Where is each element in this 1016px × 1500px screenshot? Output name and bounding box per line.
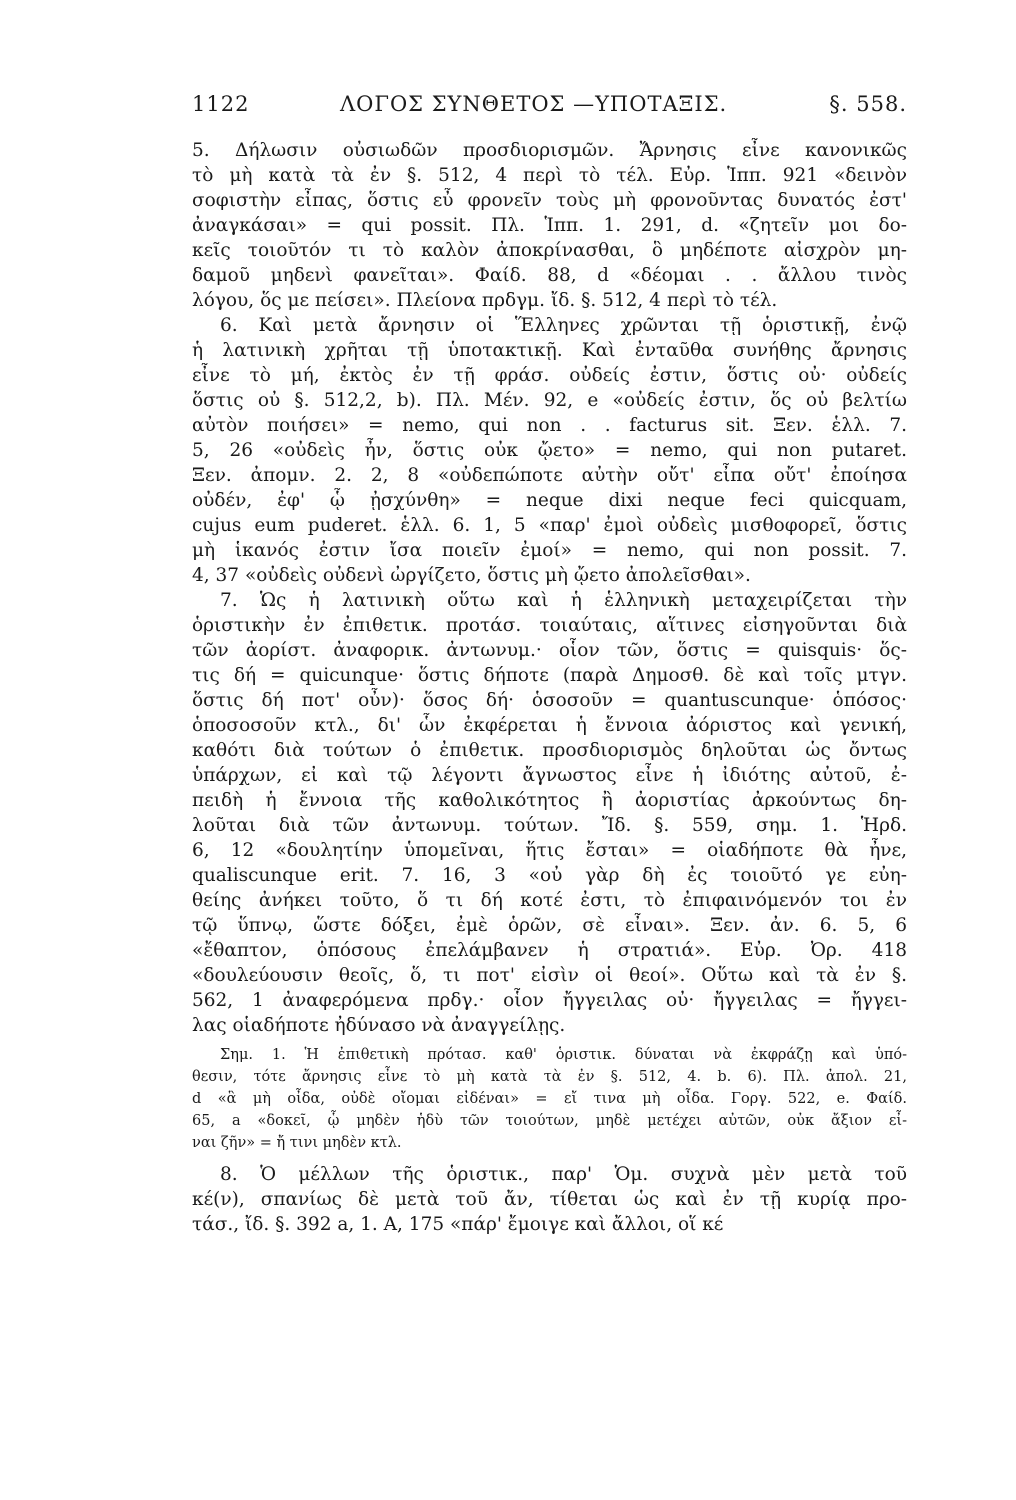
text-line: τὸ μὴ κατὰ τὰ ἐν §. 512, 4 περὶ τὸ τέλ. Εὐρ. Ἱππ. 921 «δεινὸν [192, 165, 907, 186]
text-line: 562, 1 ἀναφερόμενα πρδγ.· οἷον ἤγγειλας οὐ· ἤγγειλας = ἤγγει- [192, 990, 907, 1011]
text-line: Σημ. 1. Ἡ ἐπιθετικὴ πρότασ. καθ' ὁριστικ. δύναται νὰ ἐκφράζῃ καὶ ὑπό- [220, 1047, 907, 1063]
text-line: εἶνε τὸ μή, ἐκτὸς ἐν τῇ φράσ. οὐδείς ἐστιν, ὅστις οὐ· οὐδείς [192, 365, 907, 386]
text-line: ὑπάρχων, εἰ καὶ τῷ λέγοντι ἄγνωστος εἶνε ἡ ἰδιότης αὐτοῦ, ἐ- [192, 765, 907, 786]
text-line: οὐδέν, ἐφ' ᾧ ᾐσχύνθη» = neque dixi neque feci quicquam, [192, 490, 907, 511]
text-line: 65, a «δοκεῖ, ᾧ μηδὲν ἡδὺ τῶν τοιούτων, μηδὲ μετέχει αὐτῶν, οὐκ ἄξιον εἶ- [192, 1113, 907, 1129]
paragraph-8 [192, 1162, 907, 1237]
text-line: θείης ἀνήκει τοῦτο, ὅ τι δή κοτέ ἐστι, τὸ ἐπιφαινόμενόν τοι ἐν [192, 890, 907, 911]
text-line: λόγου, ὅς με πείσει». Πλείονα πρδγμ. ἴδ. §. 512, 4 περὶ τὸ τέλ. [192, 290, 778, 311]
text-line: ἡ λατινικὴ χρῆται τῇ ὑποτακτικῇ. Καὶ ἐνταῦθα συνήθης ἄρνησις [192, 340, 907, 361]
text-line: δαμοῦ μηδενὶ φανεῖται». Φαίδ. 88, d «δέομαι . . ἄλλου τινὸς [192, 265, 907, 286]
text-line: 7. Ὡς ἡ λατινικὴ οὕτω καὶ ἡ ἑλληνικὴ μεταχειρίζεται τὴν [220, 590, 907, 611]
text-line: κέ(ν), σπανίως δὲ μετὰ τοῦ ἄν, τίθεται ὡς καὶ ἐν τῇ κυρίᾳ προ- [192, 1189, 907, 1210]
text-line: ναι ζῆν» = ἤ τινι μηδὲν κτλ. [192, 1135, 402, 1151]
text-line: ὅστις οὐ §. 512,2, b). Πλ. Μέν. 92, e «οὐδείς ἐστιν, ὅς οὐ βελτίω [192, 390, 907, 411]
text-line: τάσ., ἴδ. §. 392 a, 1. A, 175 «πάρ' ἔμοιγε καὶ ἄλλοι, οἵ κέ [192, 1214, 724, 1235]
text-line: θεσιν, τότε ἄρνησις εἶνε τὸ μὴ κατὰ τὰ ἐν §. 512, 4. b. 6). Πλ. ἀπολ. 21, [192, 1069, 907, 1085]
text-line: 4, 37 «οὐδεὶς οὐδενὶ ὠργίζετο, ὅστις μὴ ᾤετο ἀπολεῖσθαι». [192, 565, 751, 586]
text-line: cujus eum puderet. ἑλλ. 6. 1, 5 «παρ' ἐμοὶ οὐδεὶς μισθοφορεῖ, ὅστις [192, 515, 907, 536]
running-header [192, 92, 907, 122]
running-title: ΛΟΓΟΣ ΣΥΝΘΕΤΟΣ —ΥΠΟΤΑΞΙΣ. [340, 92, 728, 116]
text-line: λοῦται διὰ τῶν ἀντωνυμ. τούτων. Ἴδ. §. 559, σημ. 1. Ἡρδ. [192, 815, 907, 836]
text-line: ὁριστικὴν ἐν ἐπιθετικ. προτάσ. τοιαύταις, αἵτινες εἰσηγοῦνται διὰ [192, 615, 907, 636]
text-line: «δουλεύουσιν θεοῖς, ὅ, τι ποτ' εἰσὶν οἱ θεοί». Οὕτω καὶ τὰ ἐν §. [192, 965, 907, 986]
section-number: §. 558. [829, 92, 907, 116]
text-line: Ξεν. ἀπομν. 2. 2, 8 «οὐδεπώποτε αὐτὴν οὔτ' εἶπα οὔτ' ἐποίησα [192, 465, 907, 486]
page-body [192, 138, 907, 1237]
page-number: 1122 [192, 92, 250, 116]
text-line: τῶν ἀορίστ. ἀναφορικ. ἀντωνυμ.· οἷον τῶν, ὅστις = quisquis· ὅς- [192, 640, 907, 661]
paragraph-7 [192, 588, 907, 1038]
text-line: 6. Καὶ μετὰ ἄρνησιν οἱ Ἕλληνες χρῶνται τῇ ὁριστικῇ, ἐνῷ [220, 315, 907, 336]
text-line: λας οἱαδήποτε ἠδύνασο νὰ ἀναγγείλῃς. [192, 1015, 566, 1036]
text-line: σοφιστὴν εἶπας, ὅστις εὖ φρονεῖν τοὺς μὴ φρονοῦντας δυνατός ἐστ' [192, 190, 907, 211]
text-line: τῷ ὕπνῳ, ὥστε δόξει, ἐμὲ ὁρῶν, σὲ εἶναι». Ξεν. ἀν. 6. 5, 6 [192, 915, 907, 936]
paragraph-5 [192, 138, 907, 313]
text-line: κεῖς τοιοῦτόν τι τὸ καλὸν ἀποκρίνασθαι, ὃ μηδέποτε αἰσχρὸν μη- [192, 240, 907, 261]
text-line: ὁποσοσοῦν κτλ., δι' ὧν ἐκφέρεται ἡ ἔννοια ἀόριστος καὶ γενική, [192, 715, 907, 736]
text-line: 5. Δήλωσιν οὐσιωδῶν προσδιορισμῶν. Ἄρνησις εἶνε κανονικῶς [192, 140, 907, 161]
text-line: 5, 26 «οὐδεὶς ἦν, ὅστις οὐκ ᾤετο» = nemo, qui non putaret. [192, 440, 907, 461]
text-line: «ἔθαπτον, ὁπόσους ἐπελάμβανεν ἡ στρατιά». Εὐρ. Ὀρ. 418 [192, 940, 907, 961]
text-line: ἀναγκάσαι» = qui possit. Πλ. Ἱππ. 1. 291, d. «ζητεῖν μοι δο- [192, 215, 907, 236]
text-line: αὐτὸν ποιήσει» = nemo, qui non . . facturus sit. Ξεν. ἑλλ. 7. [192, 415, 907, 436]
footnote-1 [192, 1044, 907, 1154]
text-line: qualiscunque erit. 7. 16, 3 «οὐ γὰρ δὴ ἐς τοιοῦτό γε εὐη- [192, 865, 907, 886]
text-line: 8. Ὁ μέλλων τῆς ὁριστικ., παρ' Ὁμ. συχνὰ μὲν μετὰ τοῦ [220, 1164, 907, 1185]
text-line: τις δή = quicunque· ὅστις δήποτε (παρὰ Δημοσθ. δὲ καὶ τοῖς μτγν. [192, 665, 907, 686]
text-line: μὴ ἱκανός ἐστιν ἴσα ποιεῖν ἐμοί» = nemo, qui non possit. 7. [192, 540, 907, 561]
text-line: d «ἃ μὴ οἶδα, οὐδὲ οἴομαι εἰδέναι» = εἴ τινα μὴ οἶδα. Γοργ. 522, e. Φαίδ. [192, 1091, 907, 1107]
text-line: πειδὴ ἡ ἔννοια τῆς καθολικότητος ἢ ἀοριστίας ἀρκούντως δη- [192, 790, 907, 811]
text-line: 6, 12 «δουλητίην ὑπομεῖναι, ἥτις ἔσται» = οἱαδήποτε θὰ ἦνε, [192, 840, 907, 861]
paragraph-6 [192, 313, 907, 588]
text-line: ὅστις δή ποτ' οὖν)· ὅσος δή· ὁσοσοῦν = quantuscunque· ὁπόσος· [192, 690, 907, 711]
text-line: καθότι διὰ τούτων ὁ ἐπιθετικ. προσδιορισμὸς δηλοῦται ὡς ὄντως [192, 740, 907, 761]
